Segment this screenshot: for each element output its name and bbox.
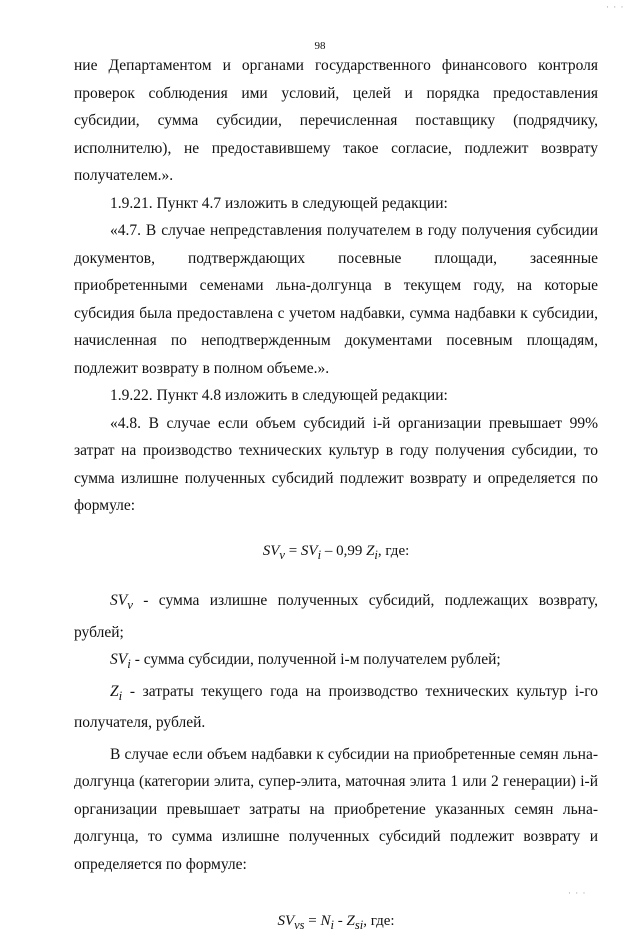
definition-symbol-sub: v: [127, 597, 133, 613]
formula-1-term2-sub: i: [374, 547, 378, 562]
page-number: 98: [314, 40, 326, 52]
formula-2: [74, 908, 598, 940]
formula-2-eq: =: [304, 913, 321, 930]
formula-2-term2-sub: si: [354, 918, 364, 933]
document-body: [74, 52, 598, 940]
definition-symbol-sub: i: [127, 656, 131, 672]
definition-z-i: [74, 678, 598, 737]
formula-2-minus: -: [334, 913, 347, 930]
paragraph-item-1-9-21: 1.9.21. Пункт 4.7 изложить в следующей редакции:: [110, 194, 448, 212]
paragraph-clause-4-7: «4.7. В случае непредставления получателем в году получения субсидии документов, подтверждающих посевные площади, засеянные приобретенными семенами льна-долгунца в текущем году, на которые субсидия была предоставлена с учетом надбавки, сумма надбавки к субсидии, начисленная по неподтвержденным документами посевным площадям, подлежит возврату в полном объеме.».: [74, 222, 598, 377]
formula-1: [74, 538, 598, 570]
formula-1-lhs-sub: v: [279, 547, 285, 562]
formula-2-term2: Z: [346, 913, 355, 930]
definition-symbol: SV: [110, 651, 128, 669]
corner-mark-top: · · ·: [606, 2, 625, 12]
corner-mark-bottom: · · ·: [568, 888, 587, 898]
paragraph-seed-surcharge: В случае если объем надбавки к субсидии на приобретенные семян льна-долгунца (категории элита, супер-элита, маточная элита 1 или 2 генерации) i-й организации превышает затраты на приобретение указанных семян льна-долгунца, то сумма излишне полученных субсидий подлежит возврату и определяется по формуле:: [74, 745, 598, 873]
definition-symbol: Z: [110, 682, 119, 700]
formula-1-lhs: SV: [262, 542, 280, 559]
formula-2-lhs: SV: [277, 913, 295, 930]
definition-text: - затраты текущего года на производство технических культур i-го получателя, рублей.: [74, 682, 598, 732]
formula-1-term2: Z: [366, 542, 375, 559]
formula-1-tail: , где:: [377, 542, 410, 559]
definition-sv-v: [74, 587, 598, 646]
formula-2-term1: N: [320, 913, 331, 930]
definition-sv-i: [74, 646, 598, 678]
paragraph-item-1-9-22: 1.9.22. Пункт 4.8 изложить в следующей редакции:: [110, 387, 448, 404]
formula-1-term1-sub: i: [317, 547, 322, 562]
formula-1-minus: – 0,99: [321, 542, 367, 559]
formula-2-lhs-sub: vs: [294, 918, 305, 933]
definition-text: - сумма излишне полученных субсидий, подлежащих возврату, рублей;: [74, 592, 598, 641]
paragraph-continuation: ние Департаментом и органами государственного финансового контроля проверок соблюдения ими условий, целей и порядка предоставления субсидии, сумма субсидии, перечисленная поставщику (подрядчику, исполнителю), не предоставившему такое согласие, подлежит возврату получателем.».: [74, 57, 598, 184]
paragraph-clause-4-8: «4.8. В случае если объем субсидий i-й организации превышает 99% затрат на производство технических культур в году получения субсидии, то сумма излишне полученных субсидий подлежит возврату и определяется по формуле:: [74, 414, 598, 514]
formula-2-term1-sub: i: [330, 918, 334, 933]
definition-symbol: SV: [110, 592, 128, 609]
definition-symbol-sub: i: [118, 687, 123, 703]
formula-1-term1: SV: [300, 542, 318, 559]
formula-1-eq: =: [284, 542, 301, 559]
definition-text: - сумма субсидии, полученной i-м получателем рублей;: [130, 651, 501, 669]
formula-2-tail: , где:: [363, 913, 395, 930]
